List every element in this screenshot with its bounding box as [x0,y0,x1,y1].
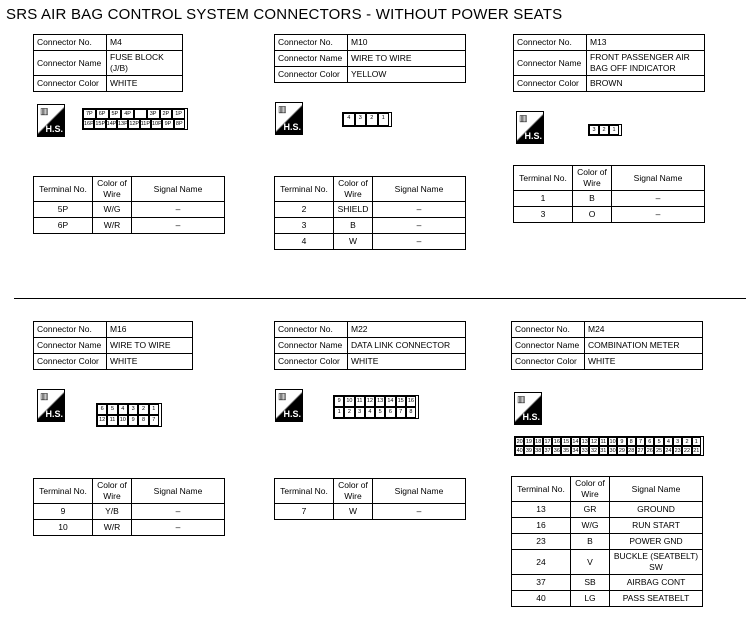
info-key: Connector Name [275,51,348,67]
info-value: COMBINATION METER [585,338,703,354]
terminal-cell: AIRBAG CONT [610,575,703,591]
terminal-cell: 4 [275,234,334,250]
pin-cell: 1 [609,125,619,135]
pin-cell: 8 [406,407,416,418]
header-cell: Color of Wire [93,479,132,504]
pin-cell: 11 [107,415,117,426]
pin-cell: 5P [109,109,122,119]
pin-cell: 31 [600,448,607,454]
pin-cell: 37 [544,448,551,454]
header-cell: Terminal No. [275,177,334,202]
terminal-cell: B [573,191,612,207]
terminal-cell: RUN START [610,518,703,534]
terminal-row [34,520,225,536]
terminal-cell: PASS SEATBELT [610,591,703,607]
info-key: Connector Name [514,51,587,76]
connector-face-diagram [514,436,704,456]
connector-glyph-icon: ▥ [517,394,526,404]
info-key: Connector Color [275,67,348,83]
section-divider [14,298,746,299]
pin-cell: 24 [665,448,672,454]
terminal-cell: 40 [512,591,571,607]
pin-cell: 13P [117,121,128,127]
terminal-table [513,165,705,223]
terminal-cell: 7 [275,504,334,520]
terminal-cell: 16 [512,518,571,534]
info-key: Connector No. [512,322,585,338]
pin-cell: 3 [673,437,682,446]
info-value: DATA LINK CONNECTOR [348,338,466,354]
info-row [512,322,703,338]
connector-face-diagram [588,124,622,136]
terminal-cell: 3 [514,207,573,223]
terminal-cell: O [573,207,612,223]
pin-cell: 18 [535,439,542,445]
pin-cell: 12 [365,396,375,407]
info-value: BROWN [587,76,705,92]
pin-cell: 6P [96,109,109,119]
info-row [512,338,703,354]
info-value: WHITE [107,76,183,92]
pin-cell: 33 [581,448,588,454]
terminal-cell: W/R [93,218,132,234]
info-row [512,354,703,370]
info-row [275,35,466,51]
terminal-cell: 6P [34,218,93,234]
connector-face-diagram [96,403,162,427]
harness-side-icon [275,102,303,135]
pin-cell: 6 [97,404,107,415]
pin-cell: 1 [334,407,344,418]
info-key: Connector Color [275,354,348,370]
pin-cell: 2 [138,404,148,415]
pin-cell: 16P [84,121,94,127]
pin-cell: 6 [645,437,654,446]
pin-cell: 16 [553,439,560,445]
pin-cell: 27 [637,448,644,454]
info-key: Connector No. [275,35,348,51]
pin-cell: 1P [172,109,185,119]
info-key: Connector No. [34,35,107,51]
pin-cell: 6 [385,407,395,418]
terminal-cell: 2 [275,202,334,218]
pin-cell: 5 [107,404,117,415]
terminal-row [275,504,466,520]
terminal-cell: W [334,504,373,520]
pin-grid [97,404,161,426]
terminal-cell: 9 [34,504,93,520]
pin-cell: 14 [385,396,395,407]
harness-side-icon [275,389,303,422]
pin-cell: 38 [535,448,542,454]
header-cell: Signal Name [612,166,705,191]
pin-cell: 1 [149,404,159,415]
info-value: FRONT PASSENGER AIR BAG OFF INDICATOR [587,51,705,76]
terminal-cell: SHIELD [334,202,373,218]
pin-cell: 15 [396,396,406,407]
terminal-header [275,177,466,202]
info-row [34,338,193,354]
pin-cell: 9 [334,396,344,407]
terminal-cell: BUCKLE (SEATBELT) SW [610,550,703,575]
pin-cell: 5 [654,437,663,446]
terminal-cell: 3 [275,218,334,234]
terminal-table [33,176,225,234]
pin-grid [343,113,391,126]
info-row [275,322,466,338]
pin-cell: 3 [355,113,367,126]
pin-cell: 29 [618,448,625,454]
terminal-cell: W/R [93,520,132,536]
terminal-table [33,478,225,536]
pin-cell: 14 [572,439,579,445]
header-cell: Terminal No. [512,477,571,502]
info-key: Connector Name [512,338,585,354]
terminal-cell: – [132,202,225,218]
hs-label: H.S. [283,122,301,132]
pin-cell: 10 [118,415,128,426]
pin-cell: 9P [162,119,173,129]
hs-label: H.S. [45,124,63,134]
pin-cell: 4P [121,109,134,119]
pin-cell: 8P [174,119,185,129]
pin-cell: 15P [95,121,106,127]
pin-cell: 5 [375,407,385,418]
pin-cell: 2 [682,437,691,446]
connector-glyph-icon: ▥ [278,391,287,401]
pin-cell: 25 [656,448,663,454]
info-row [275,338,466,354]
header-cell: Signal Name [373,177,466,202]
info-value: YELLOW [348,67,466,83]
terminal-cell: B [571,534,610,550]
header-cell: Color of Wire [334,177,373,202]
terminal-header [512,477,703,502]
terminal-cell: 24 [512,550,571,575]
pin-cell: 10 [344,396,354,407]
header-cell: Signal Name [132,479,225,504]
pin-cell: 21 [693,448,700,454]
terminal-row [275,202,466,218]
info-value: M24 [585,322,703,338]
connector-glyph-icon: ▥ [278,104,287,114]
info-value: FUSE BLOCK (J/B) [107,51,183,76]
pin-cell: 16 [406,396,416,407]
terminal-cell: – [373,218,466,234]
header-cell: Signal Name [610,477,703,502]
header-cell: Color of Wire [571,477,610,502]
pin-cell: 9 [617,437,626,446]
terminal-cell: – [132,520,225,536]
pin-cell: 32 [590,448,598,454]
info-key: Connector Name [34,51,107,76]
connector-face-diagram [82,108,188,130]
terminal-cell: – [373,504,466,520]
pin-cell: 12 [590,439,598,445]
connector-face-diagram [333,395,419,419]
pin-cell: 23 [674,448,681,454]
pin-cell: 39 [525,448,532,454]
terminal-cell: Y/B [93,504,132,520]
terminal-row [512,591,703,607]
pin-cell: 3 [589,125,599,135]
pin-cell: 14P [106,121,117,127]
header-cell: Terminal No. [34,479,93,504]
info-key: Connector Color [34,354,107,370]
connector-glyph-icon: ▥ [40,106,49,116]
info-row [514,51,705,76]
connector-info-table [274,34,466,83]
hs-label: H.S. [45,409,63,419]
terminal-cell: POWER GND [610,534,703,550]
info-value: M16 [107,322,193,338]
header-cell: Terminal No. [275,479,334,504]
terminal-header [275,479,466,504]
pin-cell: 11 [600,439,607,445]
info-row [514,76,705,92]
info-value: M22 [348,322,466,338]
pin-cell: 15 [563,439,570,445]
info-key: Connector No. [34,322,107,338]
terminal-cell: W [334,234,373,250]
pin-cell: 22 [683,448,691,454]
pin-grid [589,125,621,135]
terminal-row [512,575,703,591]
info-value: WIRE TO WIRE [348,51,466,67]
terminal-row [34,504,225,520]
info-value: WHITE [585,354,703,370]
pin-cell: 36 [553,448,560,454]
header-cell: Terminal No. [514,166,573,191]
terminal-cell: W/G [93,202,132,218]
header-cell: Terminal No. [34,177,93,202]
info-value: WIRE TO WIRE [107,338,193,354]
info-key: Connector No. [275,322,348,338]
pin-cell: 11 [355,396,365,407]
info-value: WHITE [348,354,466,370]
terminal-cell: V [571,550,610,575]
pin-cell: 26 [646,448,653,454]
pin-cell: 2P [160,109,173,119]
terminal-cell: – [612,191,705,207]
pin-cell: 4 [664,437,673,446]
hs-label: H.S. [283,409,301,419]
terminal-cell: 13 [512,502,571,518]
terminal-cell: GR [571,502,610,518]
pin-cell: 3 [355,407,365,418]
pin-cell: 7 [149,415,159,426]
terminal-header [34,177,225,202]
pin-grid [83,109,187,129]
terminal-cell: 1 [514,191,573,207]
info-key: Connector Color [514,76,587,92]
pin-cell: 28 [628,448,635,454]
info-value: M4 [107,35,183,51]
connector-info-table [513,34,705,92]
pin-cell: 2 [599,125,609,135]
pin-cell: 2 [344,407,354,418]
terminal-row [512,550,703,575]
pin-grid [515,437,703,455]
pin-cell: 13 [581,439,588,445]
connector-info-table [33,321,193,370]
harness-side-icon [514,392,542,425]
header-cell: Signal Name [132,177,225,202]
info-row [34,354,193,370]
info-row [514,35,705,51]
pin-cell: 10 [609,439,616,445]
terminal-row [512,534,703,550]
terminal-header [514,166,705,191]
connector-info-table [274,321,466,370]
pin-cell: 17 [544,439,551,445]
terminal-cell: GROUND [610,502,703,518]
pin-cell [134,109,147,119]
header-cell: Color of Wire [334,479,373,504]
terminal-cell: LG [571,591,610,607]
header-cell: Color of Wire [573,166,612,191]
info-row [34,322,193,338]
terminal-cell: SB [571,575,610,591]
terminal-row [514,191,705,207]
header-cell: Color of Wire [93,177,132,202]
harness-side-icon [37,389,65,422]
terminal-row [275,218,466,234]
connector-glyph-icon: ▥ [40,391,49,401]
terminal-cell: B [334,218,373,234]
connector-glyph-icon: ▥ [519,113,528,123]
pin-cell: 11P [140,121,151,127]
info-row [34,76,183,92]
pin-cell: 20 [516,439,523,445]
info-row [275,354,466,370]
pin-cell: 7 [636,437,645,446]
terminal-header [34,479,225,504]
info-row [34,35,183,51]
pin-cell: 3P [147,109,160,119]
terminal-cell: 23 [512,534,571,550]
pin-cell: 1 [692,437,701,446]
harness-side-icon [37,104,65,137]
terminal-cell: 5P [34,202,93,218]
header-cell: Signal Name [373,479,466,504]
terminal-row [34,218,225,234]
terminal-row [275,234,466,250]
terminal-row [512,518,703,534]
pin-cell: 40 [516,448,523,454]
info-value: WHITE [107,354,193,370]
info-row [34,51,183,76]
pin-cell: 19 [525,439,532,445]
info-key: Connector Name [275,338,348,354]
harness-side-icon [516,111,544,144]
pin-cell: 3 [128,404,138,415]
info-key: Connector No. [514,35,587,51]
pin-cell: 8 [138,415,148,426]
terminal-cell: – [373,202,466,218]
connector-info-table [33,34,183,92]
connector-face-diagram [342,112,392,127]
pin-cell: 7 [396,407,406,418]
terminal-cell: – [612,207,705,223]
pin-cell: 8 [627,437,636,446]
hs-label: H.S. [524,131,542,141]
pin-cell: 10P [151,121,162,127]
page-title: SRS AIR BAG CONTROL SYSTEM CONNECTORS - WITHOUT POWER SEATS [6,6,563,23]
info-value: M13 [587,35,705,51]
terminal-row [512,502,703,518]
pin-cell: 9 [128,415,138,426]
pin-cell: 1 [378,113,390,126]
terminal-cell: 37 [512,575,571,591]
info-key: Connector Color [512,354,585,370]
pin-cell: 12P [129,121,140,127]
pin-cell: 4 [118,404,128,415]
terminal-table [511,476,703,607]
pin-grid [334,396,418,418]
terminal-cell: – [132,504,225,520]
terminal-cell: – [132,218,225,234]
info-key: Connector Color [34,76,107,92]
pin-cell: 35 [563,448,570,454]
info-row [275,51,466,67]
hs-label: H.S. [522,412,540,422]
pin-cell: 30 [609,448,616,454]
terminal-row [34,202,225,218]
pin-cell: 4 [343,113,355,126]
terminal-cell: W/G [571,518,610,534]
terminal-cell: 10 [34,520,93,536]
terminal-cell: – [373,234,466,250]
connector-info-table [511,321,703,370]
info-row [275,67,466,83]
info-value: M10 [348,35,466,51]
pin-cell: 4 [365,407,375,418]
pin-cell: 13 [375,396,385,407]
info-key: Connector Name [34,338,107,354]
terminal-row [514,207,705,223]
pin-cell: 12 [97,415,107,426]
terminal-table [274,176,466,250]
terminal-table [274,478,466,520]
pin-cell: 7P [83,109,96,119]
pin-cell: 34 [572,448,579,454]
pin-cell: 2 [366,113,378,126]
